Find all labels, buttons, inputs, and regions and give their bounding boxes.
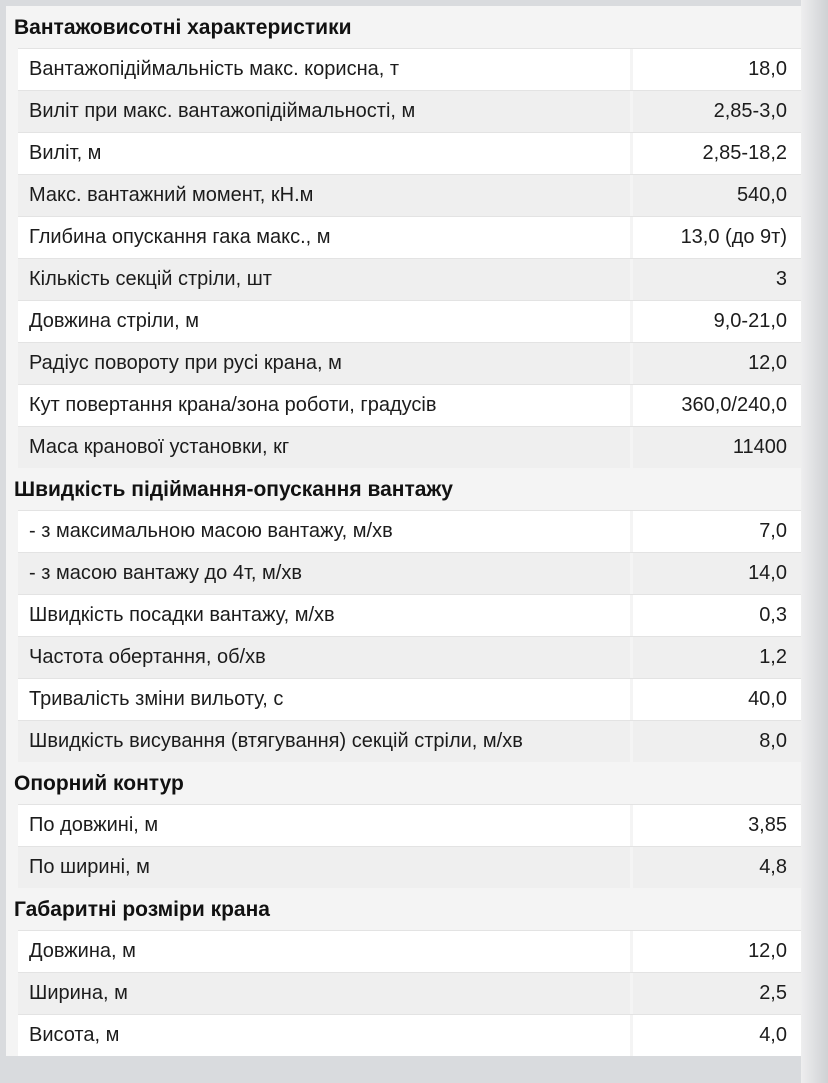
row-label: Частота обертання, об/хв <box>18 637 630 678</box>
table-row <box>18 216 801 258</box>
row-value: 4,0 <box>633 1015 801 1056</box>
row-value: 40,0 <box>633 679 801 720</box>
table-row <box>18 552 801 594</box>
row-value: 8,0 <box>633 721 801 762</box>
row-label: Маса кранової установки, кг <box>18 427 630 468</box>
row-label: Тривалість зміни вильоту, с <box>18 679 630 720</box>
row-value: 18,0 <box>633 49 801 90</box>
row-label: Макс. вантажний момент, кН.м <box>18 175 630 216</box>
section-rows <box>6 510 801 762</box>
table-row <box>18 90 801 132</box>
section-rows <box>6 48 801 468</box>
table-row <box>18 678 801 720</box>
row-label: Висота, м <box>18 1015 630 1056</box>
row-value: 360,0/240,0 <box>633 385 801 426</box>
row-value: 2,85-18,2 <box>633 133 801 174</box>
row-label: Вантажопідіймальність макс. корисна, т <box>18 49 630 90</box>
table-row <box>18 426 801 468</box>
table-row <box>18 258 801 300</box>
spec-sections <box>6 6 801 1056</box>
spec-section <box>6 888 801 1056</box>
table-row <box>18 636 801 678</box>
row-value: 0,3 <box>633 595 801 636</box>
section-title: Вантажовисотні характеристики <box>6 6 801 48</box>
row-label: Виліт при макс. вантажопідіймальності, м <box>18 91 630 132</box>
row-label: - з масою вантажу до 4т, м/хв <box>18 553 630 594</box>
row-label: Ширина, м <box>18 973 630 1014</box>
section-rows <box>6 804 801 888</box>
table-row <box>18 300 801 342</box>
table-row <box>18 384 801 426</box>
row-value: 4,8 <box>633 847 801 888</box>
row-label: Кількість секцій стріли, шт <box>18 259 630 300</box>
row-value: 2,85-3,0 <box>633 91 801 132</box>
table-row <box>18 342 801 384</box>
spec-section <box>6 6 801 468</box>
table-row <box>18 510 801 552</box>
row-label: - з максимальною масою вантажу, м/хв <box>18 511 630 552</box>
table-row <box>18 930 801 972</box>
row-value: 3,85 <box>633 805 801 846</box>
table-row <box>18 720 801 762</box>
table-row <box>18 174 801 216</box>
row-value: 13,0 (до 9т) <box>633 217 801 258</box>
row-label: Швидкість посадки вантажу, м/хв <box>18 595 630 636</box>
row-label: Швидкість висування (втягування) секцій стріли, м/хв <box>18 721 630 762</box>
row-label: Виліт, м <box>18 133 630 174</box>
spec-section <box>6 468 801 762</box>
row-value: 11400 <box>633 427 801 468</box>
row-value: 540,0 <box>633 175 801 216</box>
row-label: По ширині, м <box>18 847 630 888</box>
table-row <box>18 594 801 636</box>
row-value: 9,0-21,0 <box>633 301 801 342</box>
row-value: 2,5 <box>633 973 801 1014</box>
table-row <box>18 132 801 174</box>
background-strip <box>801 0 828 1083</box>
row-label: Глибина опускання гака макс., м <box>18 217 630 258</box>
spec-table <box>6 6 801 1056</box>
section-title: Опорний контур <box>6 762 801 804</box>
section-title: Швидкість підіймання-опускання вантажу <box>6 468 801 510</box>
row-value: 7,0 <box>633 511 801 552</box>
spec-section <box>6 762 801 888</box>
table-row <box>18 1014 801 1056</box>
row-label: Довжина стріли, м <box>18 301 630 342</box>
table-row <box>18 846 801 888</box>
row-label: Кут повертання крана/зона роботи, градусів <box>18 385 630 426</box>
section-rows <box>6 930 801 1056</box>
row-value: 12,0 <box>633 343 801 384</box>
row-label: Довжина, м <box>18 931 630 972</box>
table-row <box>18 48 801 90</box>
row-value: 14,0 <box>633 553 801 594</box>
section-title: Габаритні розміри крана <box>6 888 801 930</box>
row-value: 1,2 <box>633 637 801 678</box>
row-label: Радіус повороту при русі крана, м <box>18 343 630 384</box>
table-row <box>18 972 801 1014</box>
table-row <box>18 804 801 846</box>
row-value: 3 <box>633 259 801 300</box>
row-value: 12,0 <box>633 931 801 972</box>
row-label: По довжині, м <box>18 805 630 846</box>
